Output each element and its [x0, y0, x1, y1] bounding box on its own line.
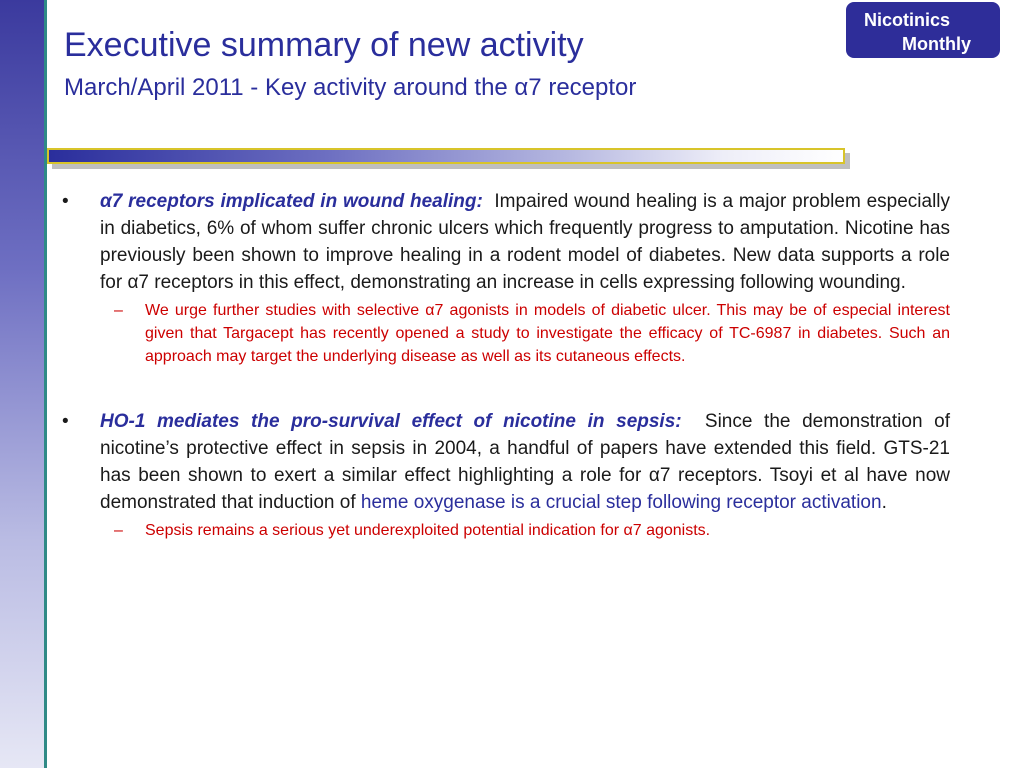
left-bar-edge-line: [44, 0, 47, 768]
bullet-heading: α7 receptors implicated in wound healing:: [100, 191, 483, 212]
sub-bullet-sepsis-indication: [62, 519, 950, 542]
left-gradient-bar: [0, 0, 44, 768]
bullet-sepsis: [62, 408, 950, 516]
bullet-body-highlight: heme oxygenase is a crucial step following receptor activation: [360, 492, 882, 513]
badge-line-1: Nicotinics: [864, 10, 951, 30]
badge-line-2: Monthly: [902, 34, 971, 54]
bullet-heading: HO-1 mediates the pro-survival effect of nicotine in sepsis:: [100, 411, 682, 432]
sub-bullet-text: Sepsis remains a serious yet underexploited potential indication for α7 agonists.: [145, 522, 711, 539]
sub-bullet-mark: –: [114, 302, 123, 319]
section-gap: [62, 368, 950, 408]
bullet-body-end: .: [881, 492, 887, 513]
bullet-mark: •: [62, 411, 69, 432]
sub-bullet-text: We urge further studies with selective α7 agonists in models of diabetic ulcer. This may be of especial interest given that Targacept has recently opened a study to investigate the efficacy of TC-6987 in diabetes. Such an approach may target the underlying disease as well as its cutaneous effects.: [145, 302, 950, 365]
slide-subtitle: March/April 2011 - Key activity around the α7 receptor: [64, 74, 637, 101]
bullet-body: Impaired wound healing is a major problem especially in diabetics, 6% of whom suffer chronic ulcers which frequently progress to amputation. Nicotine has previously been shown to improve healing in a rodent model of diabetes. New data supports a role for α7 receptors in this effect, demonstrating an increase in cells expressing following wounding.: [100, 191, 951, 293]
header-rule: [47, 148, 845, 164]
bullet-wound-healing: [62, 188, 950, 296]
bullet-body: Since the demonstration of nicotine’s protective effect in sepsis in 2004, a handful of papers have extended this field. GTS-21 has been shown to exert a similar effect highlighting a role for α7 receptors. Tsoyi et al have now demonstrated that induction of: [100, 411, 950, 513]
sub-bullet-diabetic-ulcer: [62, 299, 950, 368]
newsletter-badge: [846, 2, 1000, 58]
slide-title: Executive summary of new activity: [64, 26, 584, 64]
content-body: [62, 188, 950, 542]
bullet-mark: •: [62, 191, 69, 212]
sub-bullet-mark: –: [114, 522, 123, 539]
